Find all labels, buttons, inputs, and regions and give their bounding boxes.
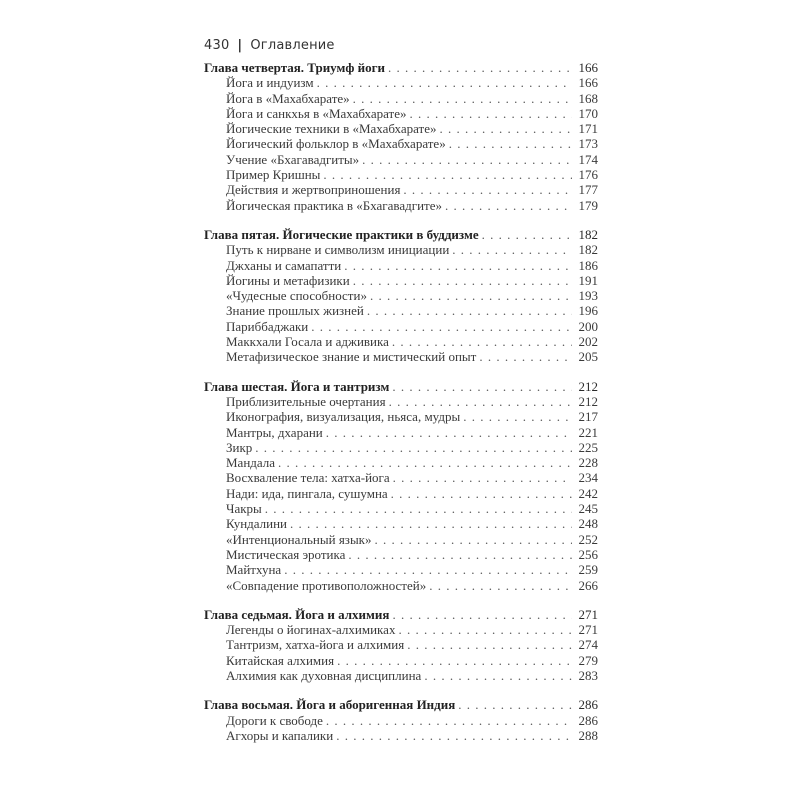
section-entry-title: Маккхали Госала и адживика: [226, 334, 389, 350]
dot-leader: [353, 91, 572, 106]
dot-leader: [284, 562, 572, 577]
section-entry-title: «Чудесные способности»: [226, 288, 367, 304]
section-entry-title: Агхоры и капалики: [226, 727, 334, 743]
section-entry-title: Йогическая практика в «Бхагавадгите»: [226, 197, 442, 213]
section-entry[interactable]: [204, 182, 598, 197]
dot-leader: [344, 258, 572, 273]
section-entry-page: 166: [578, 75, 598, 91]
chapter-group: [204, 227, 598, 365]
dot-leader: [388, 60, 572, 75]
section-entry-page: 248: [578, 516, 598, 532]
section-entry-page: 212: [578, 393, 598, 409]
section-entry-page: 186: [578, 257, 598, 273]
running-head: [204, 38, 335, 53]
section-entry[interactable]: [204, 440, 598, 455]
section-entry[interactable]: [204, 425, 598, 440]
section-entry[interactable]: [204, 622, 598, 637]
section-entry-page: 271: [578, 622, 598, 638]
dot-leader: [482, 227, 572, 242]
section-entry[interactable]: [204, 273, 598, 288]
section-entry-page: 193: [578, 288, 598, 304]
section-entry[interactable]: [204, 198, 598, 213]
section-entry-page: 283: [578, 667, 598, 683]
dot-leader: [393, 470, 572, 485]
dot-leader: [410, 106, 573, 121]
dot-leader: [290, 516, 572, 531]
dot-leader: [449, 136, 572, 151]
section-entry-page: 228: [578, 455, 598, 471]
section-entry-page: 182: [578, 242, 598, 258]
section-entry[interactable]: [204, 349, 598, 364]
chapter-group: [204, 607, 598, 683]
dot-leader: [391, 486, 572, 501]
page-number: 430: [204, 38, 230, 53]
section-entry[interactable]: [204, 547, 598, 562]
chapter-entry[interactable]: [204, 697, 598, 712]
dot-leader: [370, 288, 572, 303]
section-entry-title: Учение «Бхагавадгиты»: [226, 151, 360, 167]
section-entry-title: Иконография, визуализация, ньяса, мудры: [226, 409, 461, 425]
chapter-entry[interactable]: [204, 227, 598, 242]
section-entry[interactable]: [204, 288, 598, 303]
section-entry-page: 177: [578, 182, 598, 198]
section-entry-page: 179: [578, 197, 598, 213]
section-entry-title: Зикр: [226, 439, 253, 455]
section-entry[interactable]: [204, 75, 598, 90]
section-entry-page: 234: [578, 470, 598, 486]
dot-leader: [326, 425, 572, 440]
section-entry-title: Тантризм, хатха-йога и алхимия: [226, 637, 405, 653]
chapter-entry-page: 182: [578, 226, 598, 242]
section-entry-page: 259: [578, 562, 598, 578]
section-entry-title: Мантры, дхарани: [226, 424, 323, 440]
section-entry-page: 217: [578, 409, 598, 425]
section-entry-page: 288: [578, 727, 598, 743]
section-entry-page: 252: [578, 531, 598, 547]
dot-leader: [403, 182, 572, 197]
dot-leader: [311, 319, 572, 334]
dot-leader: [326, 713, 572, 728]
chapter-entry[interactable]: [204, 60, 598, 75]
section-entry-title: Действия и жертвоприношения: [226, 182, 401, 198]
section-entry[interactable]: [204, 303, 598, 318]
chapter-group: [204, 60, 598, 213]
section-entry[interactable]: [204, 516, 598, 531]
section-entry-page: 274: [578, 637, 598, 653]
dot-leader: [392, 334, 572, 349]
section-entry-title: Китайская алхимия: [226, 652, 335, 668]
dot-leader: [389, 394, 572, 409]
chapter-group: [204, 379, 598, 593]
section-entry-page: 170: [578, 105, 598, 121]
chapter-entry-title: Глава четвертая. Триумф йоги: [204, 60, 385, 75]
section-entry[interactable]: [204, 167, 598, 182]
section-entry-page: 191: [578, 272, 598, 288]
section-entry-page: 200: [578, 318, 598, 334]
dot-leader: [407, 637, 572, 652]
section-entry-title: Йога и индуизм: [226, 75, 314, 91]
dot-leader: [323, 167, 572, 182]
section-entry-page: 225: [578, 439, 598, 455]
dot-leader: [362, 152, 572, 167]
section-entry-page: 266: [578, 577, 598, 593]
chapter-entry-title: Глава седьмая. Йога и алхимия: [204, 606, 390, 622]
section-entry[interactable]: [204, 532, 598, 547]
section-entry[interactable]: [204, 668, 598, 683]
section-entry-page: 279: [578, 652, 598, 668]
dot-leader: [392, 607, 572, 622]
dot-leader: [440, 121, 572, 136]
section-entry[interactable]: [204, 91, 598, 106]
section-entry-page: 173: [578, 136, 598, 152]
section-entry-title: Париббаджаки: [226, 318, 309, 334]
section-entry[interactable]: [204, 152, 598, 167]
section-entry-page: 174: [578, 151, 598, 167]
section-entry-title: Путь к нирване и символизм инициации: [226, 242, 450, 258]
dot-leader: [424, 668, 572, 683]
section-entry[interactable]: [204, 637, 598, 652]
section-entry-page: 176: [578, 167, 598, 183]
section-entry-page: 256: [578, 546, 598, 562]
section-entry-title: Дороги к свободе: [226, 712, 323, 728]
chapter-entry-page: 166: [578, 60, 598, 75]
section-entry-page: 242: [578, 485, 598, 501]
dot-leader: [353, 273, 572, 288]
section-entry-title: Йогический фольклор в «Махабхарате»: [226, 136, 446, 152]
section-entry-title: Алхимия как духовная дисциплина: [226, 667, 422, 683]
dot-leader: [458, 697, 572, 712]
section-entry-title: Йога и санкхья в «Махабхарате»: [226, 105, 407, 121]
section-entry[interactable]: [204, 334, 598, 349]
section-entry-page: 202: [578, 334, 598, 350]
section-entry[interactable]: [204, 728, 598, 743]
section-entry[interactable]: [204, 258, 598, 273]
dot-leader: [375, 532, 573, 547]
section-entry[interactable]: [204, 501, 598, 516]
chapter-entry[interactable]: [204, 607, 598, 622]
section-entry-title: Нади: ида, пингала, сушумна: [226, 485, 388, 501]
dot-leader: [255, 440, 572, 455]
chapter-entry[interactable]: [204, 379, 598, 394]
section-entry-title: Чакры: [226, 501, 262, 517]
dot-leader: [463, 409, 572, 424]
dot-leader: [317, 75, 572, 90]
section-entry-title: Мистическая эротика: [226, 546, 346, 562]
section-entry-title: Йогические техники в «Махабхарате»: [226, 121, 437, 137]
chapter-entry-title: Глава пятая. Йогические практики в буддизме: [204, 226, 479, 242]
chapter-group: [204, 697, 598, 743]
section-entry[interactable]: [204, 394, 598, 409]
dot-leader: [278, 455, 572, 470]
section-entry-page: 286: [578, 712, 598, 728]
section-entry[interactable]: [204, 455, 598, 470]
section-entry[interactable]: [204, 578, 598, 593]
section-entry[interactable]: [204, 319, 598, 334]
dot-leader: [398, 622, 572, 637]
dot-leader: [392, 379, 572, 394]
section-entry-page: 168: [578, 90, 598, 106]
section-entry-page: 245: [578, 501, 598, 517]
section-entry-title: Восхваление тела: хатха-йога: [226, 470, 390, 486]
section-entry-page: 205: [578, 349, 598, 365]
dot-leader: [367, 303, 572, 318]
section-entry-title: Метафизическое знание и мистический опыт: [226, 349, 477, 365]
dot-leader: [452, 242, 572, 257]
section-entry[interactable]: [204, 470, 598, 485]
section-entry[interactable]: [204, 713, 598, 728]
section-entry-page: 196: [578, 303, 598, 319]
section-entry-title: Легенды о йогинах-алхимиках: [226, 622, 396, 638]
section-entry-title: Пример Кришны: [226, 167, 321, 183]
dot-leader: [479, 349, 572, 364]
section-entry[interactable]: [204, 121, 598, 136]
section-entry[interactable]: [204, 486, 598, 501]
table-of-contents: [204, 60, 598, 757]
chapter-entry-title: Глава восьмая. Йога и аборигенная Индия: [204, 697, 456, 713]
header-separator: |: [237, 38, 243, 53]
section-entry-title: Йога в «Махабхарате»: [226, 90, 350, 106]
dot-leader: [337, 653, 572, 668]
section-entry[interactable]: [204, 242, 598, 257]
section-entry[interactable]: [204, 653, 598, 668]
section-entry[interactable]: [204, 562, 598, 577]
chapter-entry-page: 286: [578, 697, 598, 713]
page-title: Оглавление: [250, 38, 335, 53]
section-entry-title: Знание прошлых жизней: [226, 303, 364, 319]
section-entry-page: 221: [578, 424, 598, 440]
dot-leader: [336, 728, 572, 743]
chapter-entry-page: 212: [578, 378, 598, 394]
dot-leader: [445, 198, 572, 213]
section-entry-title: Кундалини: [226, 516, 288, 532]
dot-leader: [348, 547, 572, 562]
section-entry[interactable]: [204, 106, 598, 121]
section-entry-title: Джханы и самапатти: [226, 257, 342, 273]
section-entry-title: «Интенциональный язык»: [226, 531, 372, 547]
section-entry-title: Мандала: [226, 455, 276, 471]
section-entry[interactable]: [204, 409, 598, 424]
dot-leader: [429, 578, 572, 593]
chapter-entry-page: 271: [578, 606, 598, 622]
chapter-entry-title: Глава шестая. Йога и тантризм: [204, 378, 390, 394]
section-entry-title: Майтхуна: [226, 562, 282, 578]
section-entry-page: 171: [578, 121, 598, 137]
dot-leader: [265, 501, 572, 516]
section-entry-title: Приблизительные очертания: [226, 393, 386, 409]
section-entry-title: «Совпадение противоположностей»: [226, 577, 427, 593]
section-entry[interactable]: [204, 136, 598, 151]
section-entry-title: Йогины и метафизики: [226, 272, 350, 288]
